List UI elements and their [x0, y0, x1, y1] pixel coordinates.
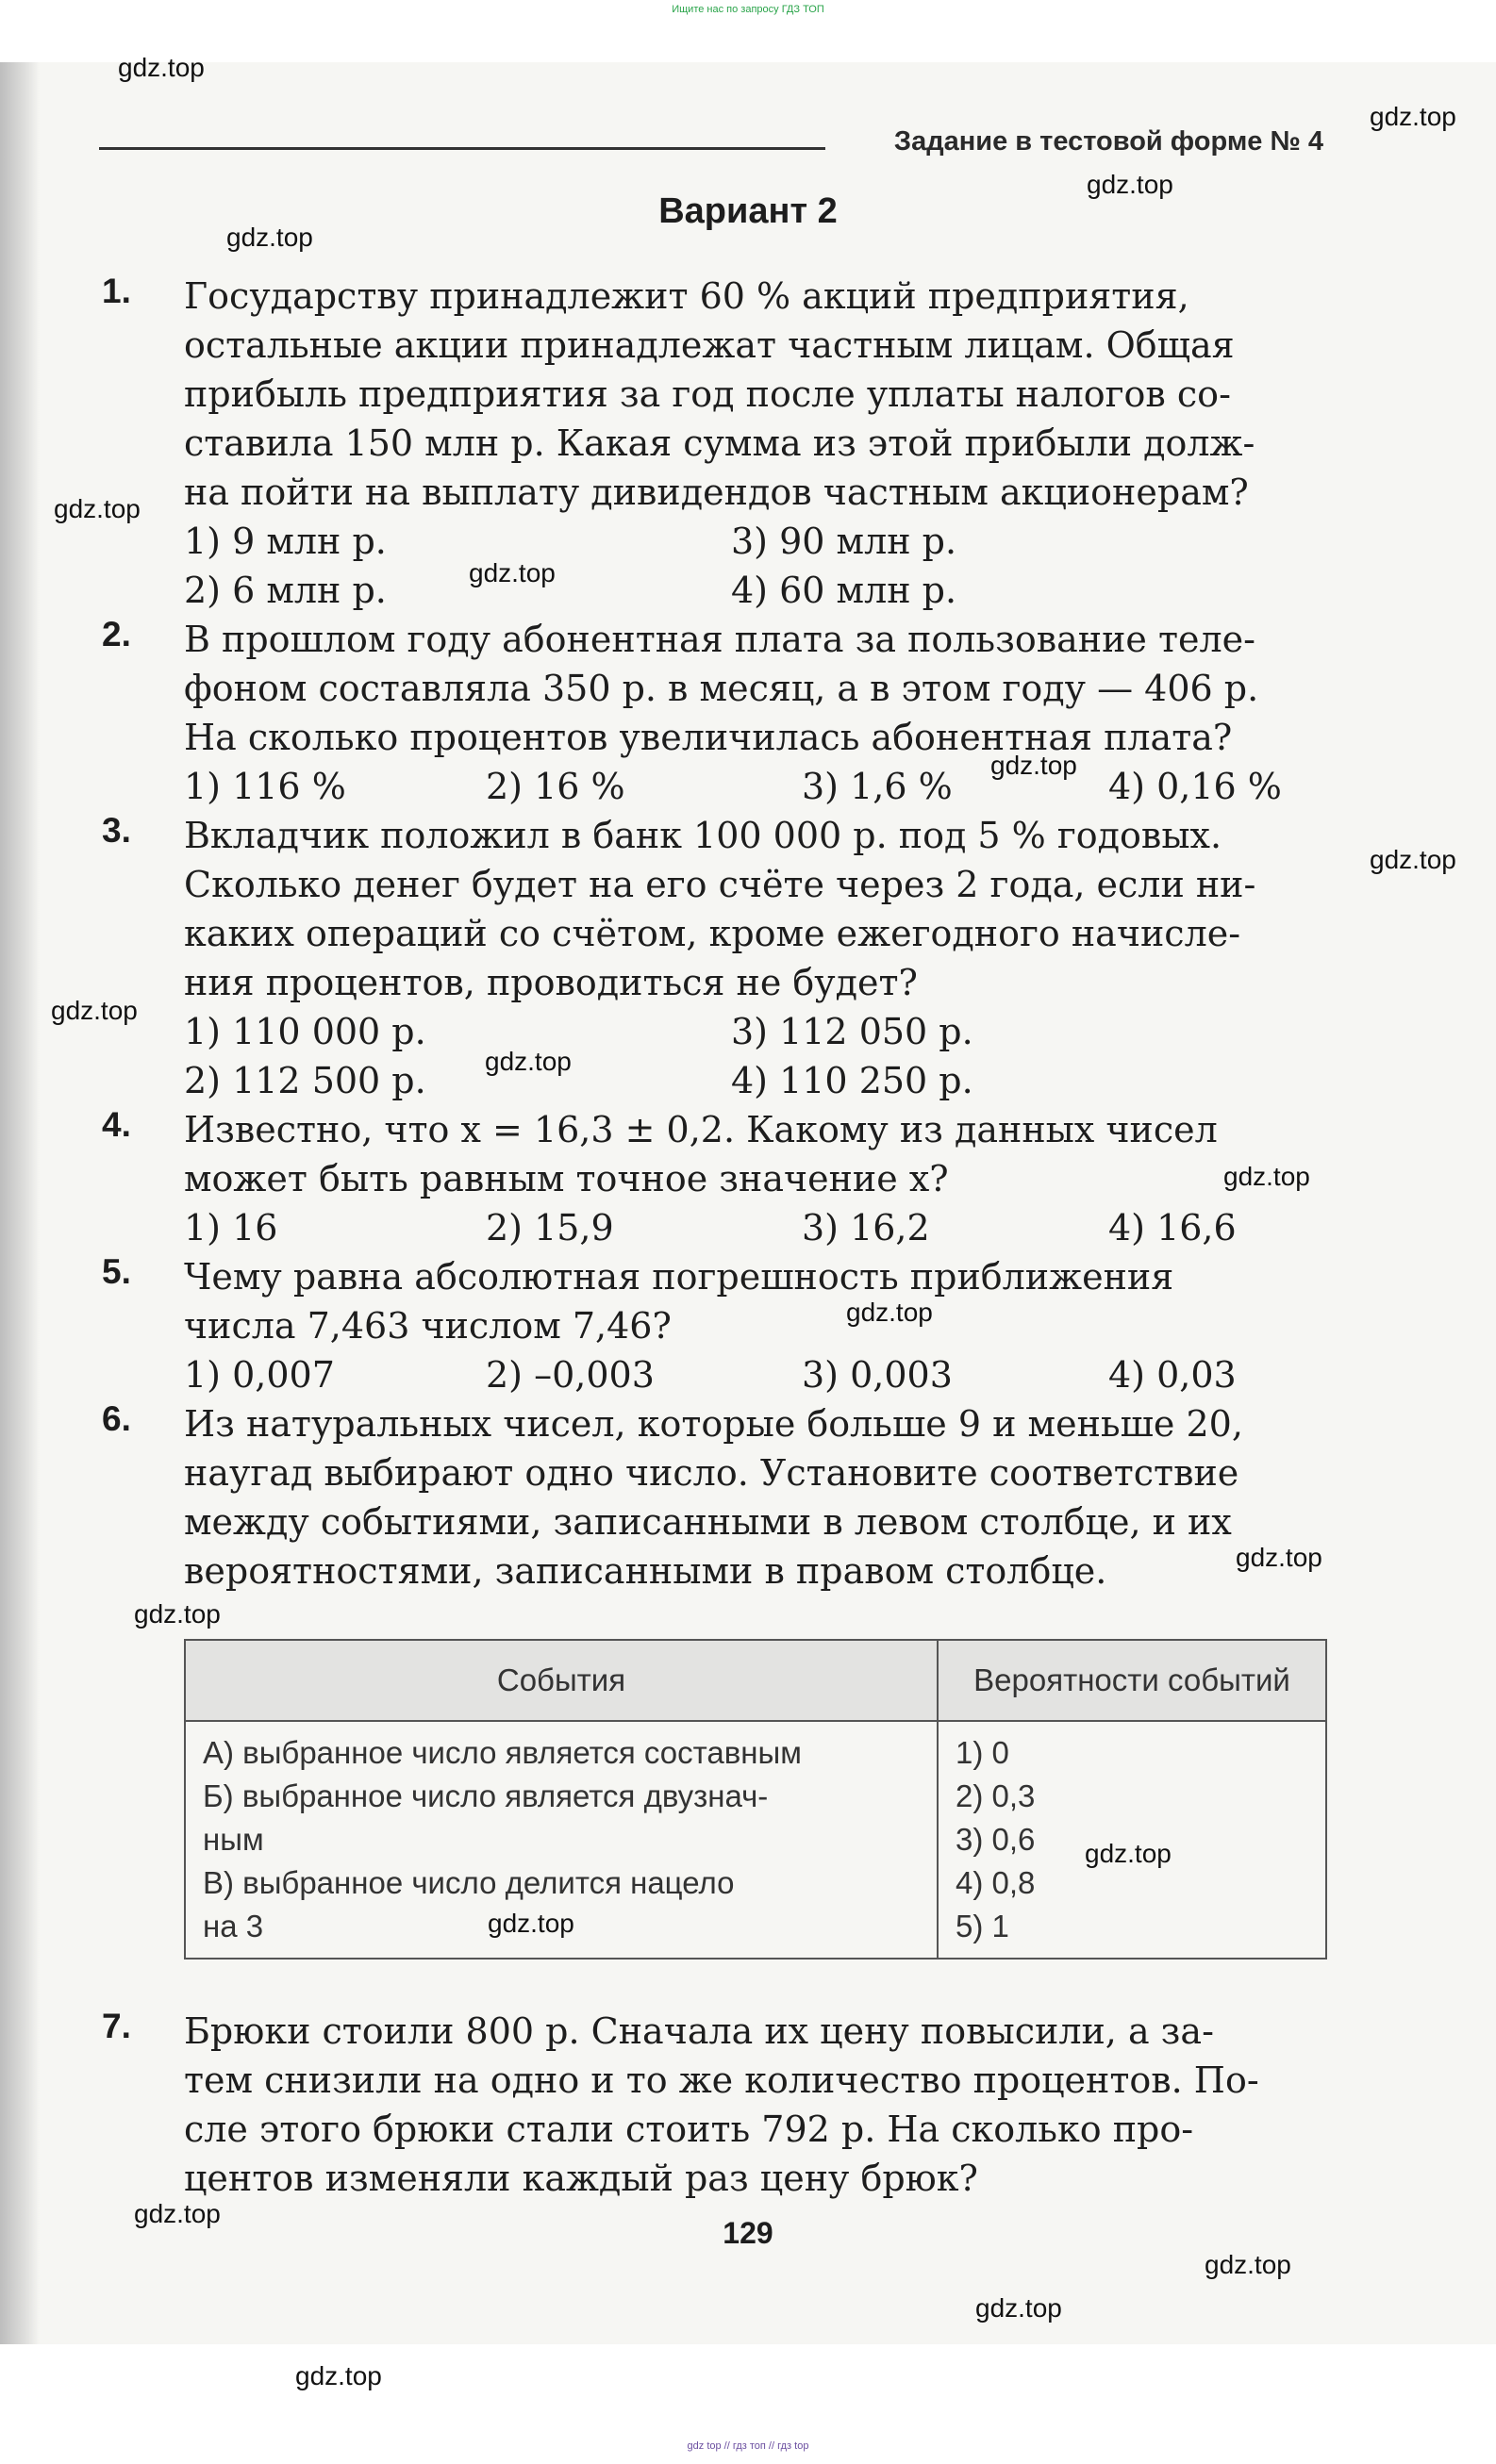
answer-option: 2) 16 %: [486, 766, 625, 807]
text-line: Из натуральных чисел, которые больше 9 и меньше 20,: [184, 1403, 1243, 1445]
text-line: Сколько денег будет на его счёте через 2 года, если ни-: [184, 864, 1256, 905]
task-text: [184, 272, 1325, 517]
probability-item: 2) 0,3: [956, 1778, 1036, 1813]
text-line: Известно, что x = 16,3 ± 0,2. Какому из данных чисел: [184, 1109, 1218, 1150]
text-line: Чему равна абсолютная погрешность приближения: [184, 1256, 1174, 1298]
task-number: 5.: [102, 1252, 131, 1291]
task-text: [184, 2007, 1325, 2203]
event-line: В) выбранное число делится нацело: [203, 1865, 735, 1900]
text-line: На сколько процентов увеличилась абонентная плата?: [184, 717, 1233, 758]
text-line: остальные акции принадлежат частным лицам. Общая: [184, 324, 1235, 366]
watermark: gdz.top: [118, 53, 205, 82]
answer-option: 3) 112 050 р.: [731, 1011, 973, 1052]
watermark: gdz.top: [975, 2293, 1062, 2323]
task-text: [184, 1105, 1325, 1203]
text-line: наугад выбирают одно число. Установите соответствие: [184, 1452, 1239, 1494]
probability-item: 1) 0: [956, 1735, 1009, 1770]
header-rule: [99, 147, 825, 150]
watermark: gdz.top: [295, 2361, 382, 2390]
probability-item: 4) 0,8: [956, 1865, 1036, 1900]
answer-option: 4) 110 250 р.: [731, 1060, 973, 1101]
answer-option: 4) 0,03: [1108, 1354, 1237, 1396]
watermark: gdz.top: [1370, 845, 1456, 874]
text-line: центов изменяли каждый раз цену брюк?: [184, 2158, 978, 2199]
watermark: gdz.top: [226, 223, 313, 252]
watermark: gdz.top: [1370, 102, 1456, 131]
answer-option: 1) 16: [184, 1207, 278, 1249]
task-number: 2.: [102, 615, 131, 653]
top-note: Ищите нас по запросу ГДЗ ТОП: [672, 4, 824, 15]
text-line: на пойти на выплату дивидендов частным акционерам?: [184, 471, 1249, 513]
text-line: ставила 150 млн р. Какая сумма из этой прибыли долж-: [184, 422, 1255, 464]
text-line: может быть равным точное значение x?: [184, 1158, 949, 1199]
task-text: [184, 615, 1325, 762]
variant-title: Вариант 2: [658, 191, 838, 231]
text-line: Государству принадлежит 60 % акций предприятия,: [184, 275, 1189, 317]
event-line: ным: [203, 1822, 264, 1857]
answer-option: 1) 0,007: [184, 1354, 335, 1396]
table-header-row: [185, 1640, 1326, 1721]
column-header-events: События: [185, 1640, 938, 1721]
answer-option: 1) 9 млн р.: [184, 521, 387, 562]
task-number: 1.: [102, 272, 131, 310]
watermark: gdz.top: [990, 751, 1077, 780]
text-line: Брюки стоили 800 р. Сначала их цену повысили, а за-: [184, 2010, 1214, 2052]
watermark: gdz.top: [1223, 1162, 1310, 1191]
answer-option: 4) 60 млн р.: [731, 570, 957, 611]
answer-option: 2) 6 млн р.: [184, 570, 387, 611]
task-number: 3.: [102, 811, 131, 850]
answer-option: 3) 0,003: [802, 1354, 953, 1396]
text-line: каких операций со счётом, кроме ежегодного начисле-: [184, 913, 1241, 954]
watermark: gdz.top: [54, 494, 141, 523]
watermark: gdz.top: [1236, 1543, 1322, 1572]
event-line: на 3: [203, 1909, 264, 1943]
text-line: числа 7,463 числом 7,46?: [184, 1305, 672, 1347]
answer-option: 3) 90 млн р.: [731, 521, 957, 562]
watermark: gdz.top: [134, 2199, 221, 2228]
event-line: А) выбранное число является составным: [203, 1735, 802, 1770]
events-probabilities-table: [184, 1639, 1327, 1960]
text-line: между событиями, записанными в левом столбце, и их: [184, 1501, 1232, 1543]
text-line: В прошлом году абонентная плата за пользование теле-: [184, 619, 1255, 660]
answer-option: 2) 112 500 р.: [184, 1060, 426, 1101]
answer-option: 3) 1,6 %: [802, 766, 953, 807]
text-line: сле этого брюки стали стоить 792 р. На сколько про-: [184, 2108, 1194, 2150]
answer-option: 4) 16,6: [1108, 1207, 1237, 1249]
probability-item: 5) 1: [956, 1909, 1009, 1943]
watermark: gdz.top: [1087, 170, 1173, 199]
answer-option: 3) 16,2: [802, 1207, 930, 1249]
answer-option: 1) 116 %: [184, 766, 346, 807]
task-text: [184, 1252, 1325, 1350]
watermark: gdz.top: [1085, 1839, 1172, 1868]
page-number: 129: [723, 2216, 773, 2250]
task-text: [184, 1399, 1325, 1596]
text-line: Вкладчик положил в банк 100 000 р. под 5 % годовых.: [184, 815, 1222, 856]
answer-option: 2) 15,9: [486, 1207, 614, 1249]
watermark: gdz.top: [1205, 2250, 1291, 2279]
probability-item: 3) 0,6: [956, 1822, 1036, 1857]
watermark: gdz.top: [485, 1047, 572, 1076]
text-line: фоном составляла 350 р. в месяц, а в этом году — 406 р.: [184, 668, 1259, 709]
text-line: ния процентов, проводиться не будет?: [184, 962, 918, 1003]
bottom-note: gdz top // гдз топ // гдз top: [687, 2440, 809, 2452]
text-line: прибыль предприятия за год после уплаты налогов со-: [184, 373, 1231, 415]
watermark: gdz.top: [51, 996, 138, 1025]
section-header: Задание в тестовой форме № 4: [893, 126, 1323, 157]
event-line: Б) выбранное число является двузнач-: [203, 1778, 769, 1813]
page-spine-shadow: [0, 62, 40, 2344]
answer-option: 2) –0,003: [486, 1354, 655, 1396]
text-line: вероятностями, записанными в правом столбце.: [184, 1550, 1107, 1592]
task-text: [184, 811, 1325, 1007]
text-line: тем снизили на одно и то же количество процентов. По-: [184, 2059, 1259, 2101]
watermark: gdz.top: [134, 1599, 221, 1629]
column-header-probabilities: Вероятности событий: [938, 1640, 1326, 1721]
answer-option: 1) 110 000 р.: [184, 1011, 426, 1052]
watermark: gdz.top: [488, 1909, 574, 1938]
task-number: 7.: [102, 2007, 131, 2045]
answer-option: 4) 0,16 %: [1108, 766, 1282, 807]
task-number: 6.: [102, 1399, 131, 1438]
watermark: gdz.top: [846, 1298, 933, 1327]
task-number: 4.: [102, 1105, 131, 1144]
watermark: gdz.top: [469, 558, 556, 587]
